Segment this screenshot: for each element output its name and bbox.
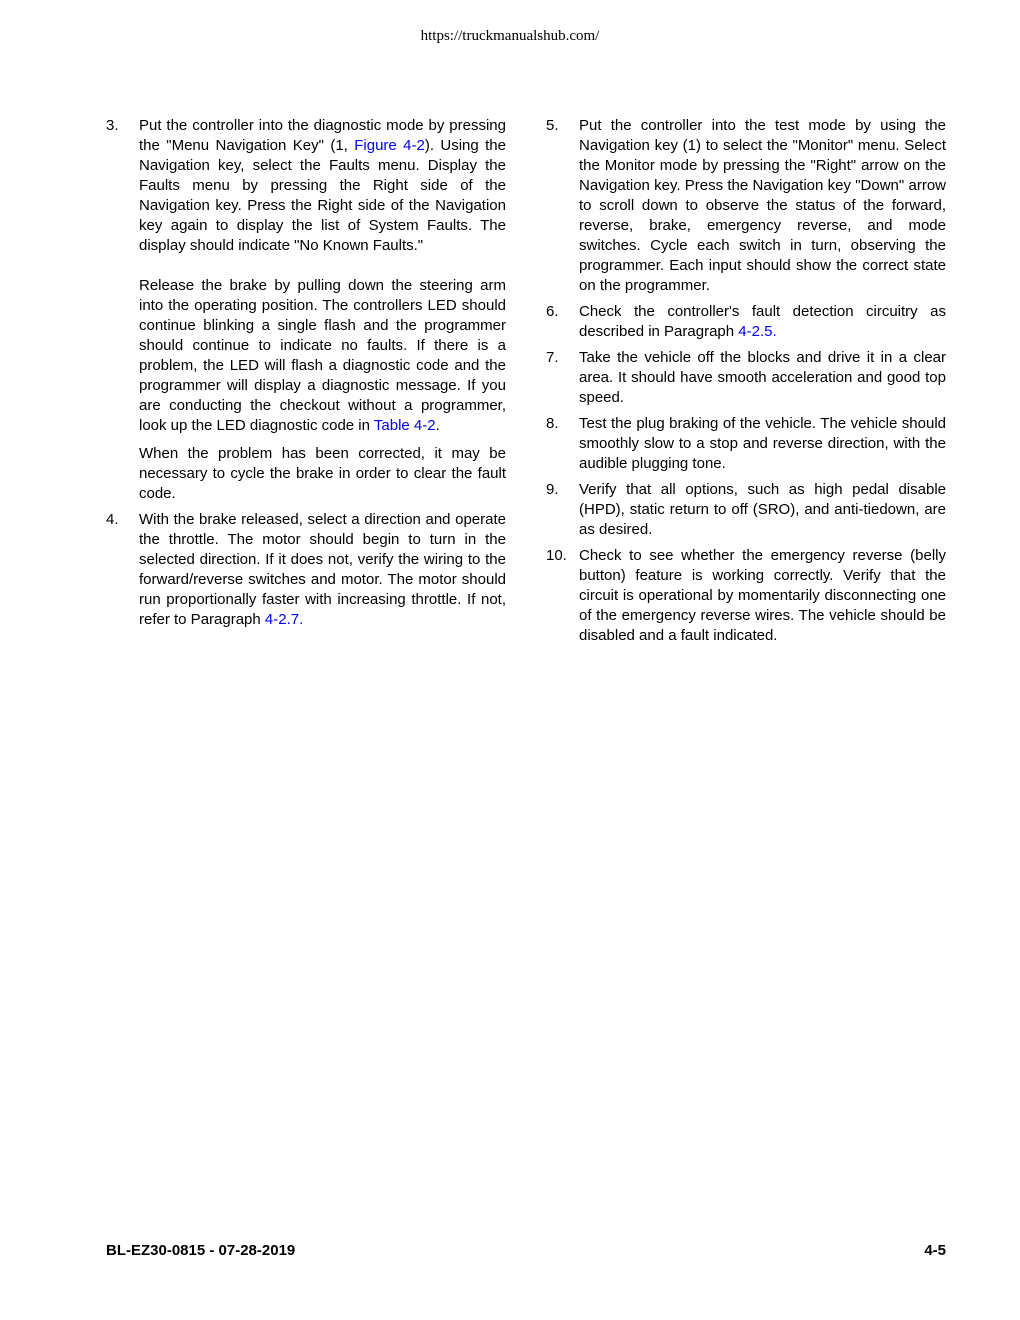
item-number: 7. — [546, 349, 559, 366]
paragraph-4-2-7-link[interactable]: 4-2.7. — [264, 611, 304, 628]
list-item-3 — [106, 116, 506, 504]
list-item-4 — [106, 510, 506, 630]
right-column — [546, 116, 946, 652]
item-9-paragraph: Verify that all options, such as high pedal disable (HPD), static return to off (SRO), and anti-tiedown, are as desired. — [579, 481, 946, 538]
item-3-paragraph-1 — [139, 116, 506, 256]
list-item-10 — [546, 546, 946, 646]
item-number: 9. — [546, 481, 559, 498]
item-7-paragraph: Take the vehicle off the blocks and drive it in a clear area. It should have smooth acceleration and good top speed. — [579, 349, 946, 406]
text: ). Using the Navigation key, select the Faults menu. Display the Faults menu by pressing the Right side of the Navigation key. Press the Right side of the Navigation key again to display the list of System Faults. The display should indicate "No Known Faults." — [139, 137, 506, 254]
item-3-paragraph-3: When the problem has been corrected, it may be necessary to cycle the brake in order to clear the fault code. — [139, 445, 506, 502]
text: Release the brake by pulling down the steering arm into the operating position. The controllers LED should continue blinking a single flash and the programmer should continue to indicate no faults. If there is a problem, the LED will flash a diagnostic code and the programmer will display a diagnostic message. If you are conducting the checkout without a programmer, look up the LED diagnostic code in — [139, 277, 506, 434]
text: With the brake released, select a direction and operate the throttle. The motor should begin to turn in the selected direction. If it does not, verify the wiring to the forward/reverse switches and motor. The motor should run proportionally faster with increasing throttle. If not, refer to Paragraph — [139, 511, 506, 628]
item-number: 3. — [106, 117, 119, 134]
item-number: 10. — [546, 547, 567, 564]
paragraph-4-2-5-link[interactable]: 4-2.5. — [738, 323, 777, 340]
item-3-paragraph-2 — [139, 276, 506, 436]
list-item-9 — [546, 480, 946, 540]
list-item-6 — [546, 302, 946, 342]
text: Check the controller's fault detection circuitry as described in Paragraph — [579, 303, 946, 340]
item-5-paragraph: Put the controller into the test mode by using the Navigation key (1) to select the "Monitor" menu. Select the Monitor mode by pressing the "Right" arrow on the Navigation key. Press the Navigation key "Down" arrow to scroll down to observe the status of the forward, reverse, brake, emergency reverse, and mode switches. Cycle each switch in turn, observing the programmer. Each input should show the correct state on the programmer. — [579, 117, 946, 294]
figure-4-2-link[interactable]: Figure 4-2 — [354, 137, 425, 154]
item-number: 8. — [546, 415, 559, 432]
list-item-7 — [546, 348, 946, 408]
item-number: 6. — [546, 303, 559, 320]
list-item-5 — [546, 116, 946, 296]
document-id: BL-EZ30-0815 - 07-28-2019 — [106, 1242, 296, 1259]
item-8-paragraph: Test the plug braking of the vehicle. The vehicle should smoothly slow to a stop and reverse direction, with the audible plugging tone. — [579, 415, 946, 472]
left-column — [106, 116, 506, 636]
text: Put the controller into the diagnostic mode by pressing the "Menu Navigation Key" (1, — [139, 117, 506, 154]
list-item-8 — [546, 414, 946, 474]
item-4-paragraph — [139, 510, 506, 630]
item-10-paragraph: Check to see whether the emergency reverse (belly button) feature is working correctly. Verify that the circuit is operational by momentarily disconnecting one of the emergency reverse wires. The vehicle should be disabled and a fault indicated. — [579, 547, 946, 644]
source-url: https://truckmanualshub.com/ — [420, 28, 600, 44]
page-number: 4-5 — [924, 1242, 946, 1259]
table-4-2-link[interactable]: Table 4-2 — [373, 417, 436, 434]
text: . — [435, 417, 440, 434]
item-number: 5. — [546, 117, 559, 134]
item-6-paragraph — [579, 302, 946, 342]
item-number: 4. — [106, 511, 119, 528]
